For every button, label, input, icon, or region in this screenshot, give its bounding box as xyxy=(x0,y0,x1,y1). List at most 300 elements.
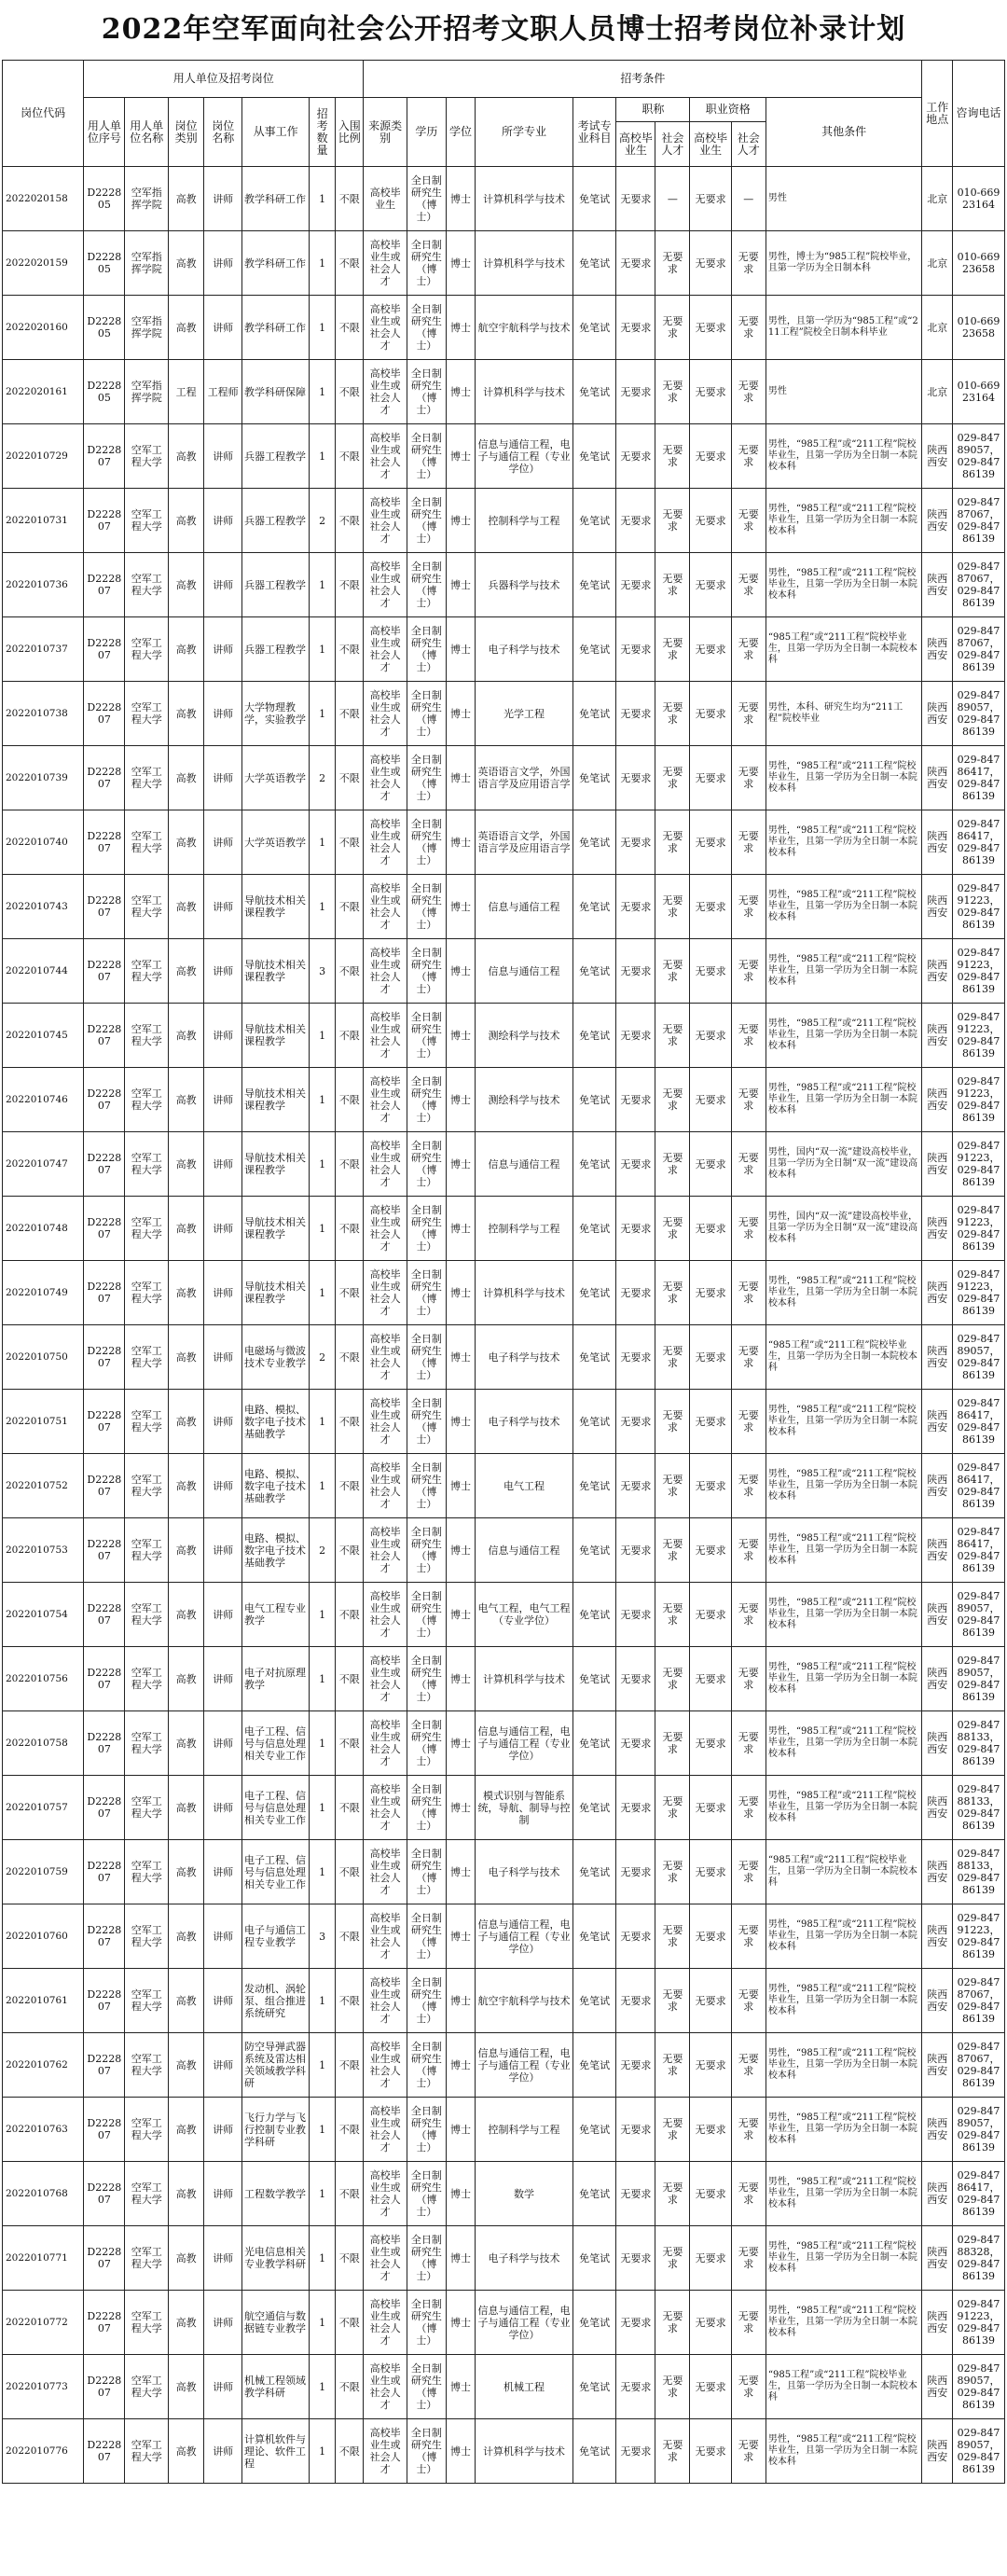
cell-count: 1 xyxy=(310,617,336,682)
cell-phone: 029-84788328，029-84786139 xyxy=(953,2226,1005,2291)
cell-major: 计算机科学与技术 xyxy=(476,231,573,296)
cell-location: 陕西西安 xyxy=(922,1904,953,1969)
cell-work: 教学科研工作 xyxy=(242,231,310,296)
cell-qual-social: 无要求 xyxy=(731,1004,766,1068)
cell-unit-name: 空军工程大学 xyxy=(125,2033,169,2098)
cell-work: 电子工程、信号与信息处理相关专业工作 xyxy=(242,1711,310,1776)
cell-education: 全日制研究生（博士） xyxy=(407,1325,446,1390)
cell-qual-social: 无要求 xyxy=(731,1583,766,1647)
cell-qual-social: 无要求 xyxy=(731,1969,766,2033)
cell-phone: 029-84791223，029-84786139 xyxy=(953,1132,1005,1197)
cell-degree: 博士 xyxy=(446,2355,475,2419)
header-unit-code: 用人单位序号 xyxy=(84,98,125,167)
cell-title-school: 无要求 xyxy=(616,424,655,489)
cell-phone: 029-84791223，029-84786139 xyxy=(953,2291,1005,2355)
cell-unit-name: 空军指挥学院 xyxy=(125,167,169,231)
cell-major: 模式识别与智能系统，导航、制导与控制 xyxy=(476,1776,573,1840)
cell-degree: 博士 xyxy=(446,167,475,231)
cell-qual-social: 无要求 xyxy=(731,2098,766,2162)
cell-unit-name: 空军工程大学 xyxy=(125,1518,169,1583)
cell-location: 陕西西安 xyxy=(922,1518,953,1583)
cell-other: 男性，国内“双一流”建设高校毕业，且第一学历为全日制“双一流”建设高校本科 xyxy=(766,1197,922,1261)
cell-ratio: 不限 xyxy=(336,2291,364,2355)
cell-phone: 029-84789057，029-84786139 xyxy=(953,2098,1005,2162)
cell-education: 全日制研究生（博士） xyxy=(407,1969,446,2033)
cell-post-category: 高教 xyxy=(168,1969,203,2033)
cell-degree: 博士 xyxy=(446,2098,475,2162)
cell-title-social: 无要求 xyxy=(655,1261,690,1325)
cell-source: 高校毕业生或社会人才 xyxy=(364,2098,407,2162)
cell-post-category: 高教 xyxy=(168,1390,203,1454)
cell-phone: 029-84786417，029-84786139 xyxy=(953,810,1005,875)
cell-unit-name: 空军工程大学 xyxy=(125,1840,169,1904)
cell-qual-school: 无要求 xyxy=(690,1454,731,1518)
cell-other: 男性，“985工程”或“211工程”院校毕业生，且第一学历为全日制一本院校本科 xyxy=(766,424,922,489)
cell-major: 信息与通信工程，电子与通信工程（专业学位） xyxy=(476,424,573,489)
cell-location: 陕西西安 xyxy=(922,2355,953,2419)
cell-ratio: 不限 xyxy=(336,1969,364,2033)
cell-location: 陕西西安 xyxy=(922,1197,953,1261)
header-count: 招考数量 xyxy=(310,98,336,167)
cell-qual-school: 无要求 xyxy=(690,296,731,360)
cell-post-name: 讲师 xyxy=(204,1583,242,1647)
cell-source: 高校毕业生或社会人才 xyxy=(364,1904,407,1969)
cell-post-name: 讲师 xyxy=(204,939,242,1004)
cell-post-code: 2022010749 xyxy=(3,1261,84,1325)
cell-unit-name: 空军工程大学 xyxy=(125,810,169,875)
cell-count: 1 xyxy=(310,810,336,875)
cell-major: 电气工程，电气工程（专业学位） xyxy=(476,1583,573,1647)
cell-post-name: 讲师 xyxy=(204,1004,242,1068)
cell-exam: 免笔试 xyxy=(572,167,616,231)
cell-qual-school: 无要求 xyxy=(690,424,731,489)
cell-education: 全日制研究生（博士） xyxy=(407,553,446,617)
cell-unit-name: 空军工程大学 xyxy=(125,1776,169,1840)
table-row xyxy=(3,2033,1005,2098)
cell-qual-social: 无要求 xyxy=(731,746,766,810)
cell-major: 控制科学与工程 xyxy=(476,1197,573,1261)
cell-location: 北京 xyxy=(922,296,953,360)
header-source: 来源类别 xyxy=(364,98,407,167)
cell-title-social: 无要求 xyxy=(655,1197,690,1261)
cell-major: 信息与通信工程 xyxy=(476,1518,573,1583)
cell-major: 信息与通信工程 xyxy=(476,939,573,1004)
cell-unit-name: 空军指挥学院 xyxy=(125,231,169,296)
cell-work: 电子工程、信号与信息处理相关专业工作 xyxy=(242,1776,310,1840)
cell-qual-social: 无要求 xyxy=(731,1904,766,1969)
cell-exam: 免笔试 xyxy=(572,682,616,746)
cell-education: 全日制研究生（博士） xyxy=(407,2291,446,2355)
cell-unit-name: 空军工程大学 xyxy=(125,2291,169,2355)
cell-degree: 博士 xyxy=(446,1583,475,1647)
table-row xyxy=(3,360,1005,424)
cell-unit-name: 空军工程大学 xyxy=(125,2098,169,2162)
cell-title-social: 无要求 xyxy=(655,2033,690,2098)
cell-qual-social: 无要求 xyxy=(731,2355,766,2419)
cell-other: 男性，博士为“985工程”院校毕业，且第一学历为全日制本科 xyxy=(766,231,922,296)
cell-unit-name: 空军工程大学 xyxy=(125,1261,169,1325)
cell-unit-code: D222807 xyxy=(84,2098,125,2162)
cell-unit-code: D222807 xyxy=(84,1647,125,1711)
header-conditions-group: 招考条件 xyxy=(364,61,922,98)
cell-post-category: 高教 xyxy=(168,167,203,231)
cell-count: 1 xyxy=(310,2098,336,2162)
cell-qual-social: 无要求 xyxy=(731,231,766,296)
cell-source: 高校毕业生或社会人才 xyxy=(364,2162,407,2226)
cell-title-social: 无要求 xyxy=(655,424,690,489)
cell-unit-code: D222807 xyxy=(84,617,125,682)
cell-other: 男性，“985工程”或“211工程”院校毕业生，且第一学历为全日制一本院校本科 xyxy=(766,1776,922,1840)
cell-post-code: 2022010754 xyxy=(3,1583,84,1647)
cell-work: 兵器工程教学 xyxy=(242,553,310,617)
cell-degree: 博士 xyxy=(446,553,475,617)
cell-post-name: 工程师 xyxy=(204,360,242,424)
cell-exam: 免笔试 xyxy=(572,1518,616,1583)
cell-qual-school: 无要求 xyxy=(690,1904,731,1969)
cell-work: 教学科研工作 xyxy=(242,296,310,360)
cell-source: 高校毕业生或社会人才 xyxy=(364,1711,407,1776)
cell-qual-school: 无要求 xyxy=(690,617,731,682)
cell-post-code: 2022010745 xyxy=(3,1004,84,1068)
cell-other: 男性，本科、研究生均为“211工程”院校毕业 xyxy=(766,682,922,746)
cell-major: 航空宇航科学与技术 xyxy=(476,1969,573,2033)
cell-education: 全日制研究生（博士） xyxy=(407,1454,446,1518)
cell-education: 全日制研究生（博士） xyxy=(407,489,446,553)
cell-other: 男性，“985工程”或“211工程”院校毕业生，且第一学历为全日制一本院校本科 xyxy=(766,939,922,1004)
cell-qual-school: 无要求 xyxy=(690,1325,731,1390)
cell-work: 光电信息相关专业教学科研 xyxy=(242,2226,310,2291)
cell-post-code: 2022010758 xyxy=(3,1711,84,1776)
cell-phone: 029-84788133，029-84786139 xyxy=(953,1840,1005,1904)
cell-source: 高校毕业生或社会人才 xyxy=(364,553,407,617)
cell-degree: 博士 xyxy=(446,489,475,553)
cell-degree: 博士 xyxy=(446,1261,475,1325)
cell-ratio: 不限 xyxy=(336,1711,364,1776)
cell-post-code: 2022010773 xyxy=(3,2355,84,2419)
cell-post-category: 高教 xyxy=(168,2419,203,2484)
cell-other: 男性，“985工程”或“211工程”院校毕业生，且第一学历为全日制一本院校本科 xyxy=(766,2226,922,2291)
cell-qual-social: 无要求 xyxy=(731,810,766,875)
cell-major: 信息与通信工程，电子与通信工程（专业学位） xyxy=(476,1904,573,1969)
cell-post-category: 高教 xyxy=(168,810,203,875)
cell-location: 陕西西安 xyxy=(922,2419,953,2484)
cell-qual-social: 无要求 xyxy=(731,1325,766,1390)
cell-ratio: 不限 xyxy=(336,2098,364,2162)
cell-title-school: 无要求 xyxy=(616,360,655,424)
cell-education: 全日制研究生（博士） xyxy=(407,231,446,296)
cell-source: 高校毕业生或社会人才 xyxy=(364,1004,407,1068)
cell-qual-school: 无要求 xyxy=(690,167,731,231)
cell-work: 电子工程、信号与信息处理相关专业工作 xyxy=(242,1840,310,1904)
cell-work: 防空导弹武器系统及雷达相关领域教学科研 xyxy=(242,2033,310,2098)
cell-exam: 免笔试 xyxy=(572,810,616,875)
cell-title-social: 无要求 xyxy=(655,1904,690,1969)
cell-education: 全日制研究生（博士） xyxy=(407,746,446,810)
cell-post-category: 高教 xyxy=(168,2098,203,2162)
cell-qual-social: 无要求 xyxy=(731,1390,766,1454)
cell-post-name: 讲师 xyxy=(204,2226,242,2291)
cell-source: 高校毕业生或社会人才 xyxy=(364,939,407,1004)
cell-other: 男性，“985工程”或“211工程”院校毕业生，且第一学历为全日制一本院校本科 xyxy=(766,746,922,810)
table-row xyxy=(3,1840,1005,1904)
cell-degree: 博士 xyxy=(446,1197,475,1261)
cell-other: 男性，“985工程”或“211工程”院校毕业生，且第一学历为全日制一本院校本科 xyxy=(766,2033,922,2098)
cell-location: 陕西西安 xyxy=(922,2098,953,2162)
cell-title-school: 无要求 xyxy=(616,1068,655,1132)
cell-ratio: 不限 xyxy=(336,939,364,1004)
table-row xyxy=(3,2291,1005,2355)
cell-phone: 029-84786417，029-84786139 xyxy=(953,2162,1005,2226)
cell-count: 1 xyxy=(310,2419,336,2484)
cell-count: 1 xyxy=(310,2226,336,2291)
cell-ratio: 不限 xyxy=(336,2355,364,2419)
cell-count: 1 xyxy=(310,1261,336,1325)
cell-qual-school: 无要求 xyxy=(690,2291,731,2355)
header-phone: 咨询电话 xyxy=(953,61,1005,167)
cell-phone: 010-66923658 xyxy=(953,296,1005,360)
cell-title-school: 无要求 xyxy=(616,746,655,810)
cell-count: 1 xyxy=(310,360,336,424)
cell-degree: 博士 xyxy=(446,810,475,875)
cell-source: 高校毕业生或社会人才 xyxy=(364,1583,407,1647)
cell-post-name: 讲师 xyxy=(204,1454,242,1518)
cell-exam: 免笔试 xyxy=(572,1776,616,1840)
cell-other: 男性，“985工程”或“211工程”院校毕业生，且第一学历为全日制一本院校本科 xyxy=(766,875,922,939)
table-row xyxy=(3,424,1005,489)
cell-unit-code: D222807 xyxy=(84,939,125,1004)
cell-education: 全日制研究生（博士） xyxy=(407,1840,446,1904)
cell-degree: 博士 xyxy=(446,1132,475,1197)
cell-qual-social: 无要求 xyxy=(731,1454,766,1518)
cell-count: 2 xyxy=(310,1325,336,1390)
cell-ratio: 不限 xyxy=(336,1325,364,1390)
cell-qual-social: — xyxy=(731,167,766,231)
cell-location: 陕西西安 xyxy=(922,939,953,1004)
cell-degree: 博士 xyxy=(446,939,475,1004)
cell-unit-name: 空军工程大学 xyxy=(125,617,169,682)
table-row xyxy=(3,231,1005,296)
cell-phone: 029-84791223，029-84786139 xyxy=(953,1068,1005,1132)
cell-ratio: 不限 xyxy=(336,231,364,296)
cell-degree: 博士 xyxy=(446,875,475,939)
cell-unit-code: D222807 xyxy=(84,1132,125,1197)
cell-qual-social: 无要求 xyxy=(731,489,766,553)
cell-ratio: 不限 xyxy=(336,875,364,939)
cell-unit-name: 空军工程大学 xyxy=(125,746,169,810)
cell-location: 陕西西安 xyxy=(922,875,953,939)
cell-qual-school: 无要求 xyxy=(690,1776,731,1840)
header-exam: 考试专业科目 xyxy=(572,98,616,167)
cell-title-social: 无要求 xyxy=(655,1068,690,1132)
cell-other: 男性，“985工程”或“211工程”院校毕业生，且第一学历为全日制一本院校本科 xyxy=(766,553,922,617)
cell-source: 高校毕业生或社会人才 xyxy=(364,682,407,746)
header-post-name: 岗位名称 xyxy=(204,98,242,167)
cell-title-school: 无要求 xyxy=(616,1325,655,1390)
cell-work: 兵器工程教学 xyxy=(242,489,310,553)
cell-post-category: 高教 xyxy=(168,1325,203,1390)
table-row xyxy=(3,1518,1005,1583)
cell-education: 全日制研究生（博士） xyxy=(407,810,446,875)
cell-count: 1 xyxy=(310,2033,336,2098)
cell-exam: 免笔试 xyxy=(572,939,616,1004)
cell-exam: 免笔试 xyxy=(572,424,616,489)
cell-unit-name: 空军工程大学 xyxy=(125,1390,169,1454)
table-row xyxy=(3,1132,1005,1197)
cell-title-social: 无要求 xyxy=(655,682,690,746)
cell-post-name: 讲师 xyxy=(204,1197,242,1261)
cell-post-name: 讲师 xyxy=(204,1518,242,1583)
cell-title-school: 无要求 xyxy=(616,1711,655,1776)
cell-ratio: 不限 xyxy=(336,360,364,424)
cell-post-code: 2022010744 xyxy=(3,939,84,1004)
cell-education: 全日制研究生（博士） xyxy=(407,1132,446,1197)
cell-exam: 免笔试 xyxy=(572,1197,616,1261)
cell-major: 兵器科学与技术 xyxy=(476,553,573,617)
cell-qual-school: 无要求 xyxy=(690,1132,731,1197)
cell-post-name: 讲师 xyxy=(204,553,242,617)
cell-title-social: 无要求 xyxy=(655,1390,690,1454)
cell-phone: 029-84789057，029-84786139 xyxy=(953,2355,1005,2419)
cell-phone: 029-84791223，029-84786139 xyxy=(953,1004,1005,1068)
header-qualification-group: 职业资格 xyxy=(690,98,766,122)
cell-work: 导航技术相关课程教学 xyxy=(242,1132,310,1197)
cell-source: 高校毕业生或社会人才 xyxy=(364,746,407,810)
cell-phone: 029-84791223，029-84786139 xyxy=(953,1261,1005,1325)
cell-education: 全日制研究生（博士） xyxy=(407,2098,446,2162)
cell-ratio: 不限 xyxy=(336,2162,364,2226)
cell-education: 全日制研究生（博士） xyxy=(407,1518,446,1583)
table-row xyxy=(3,810,1005,875)
cell-location: 陕西西安 xyxy=(922,553,953,617)
cell-phone: 029-84791223，029-84786139 xyxy=(953,939,1005,1004)
cell-title-social: 无要求 xyxy=(655,1776,690,1840)
table-row xyxy=(3,1711,1005,1776)
cell-title-social: 无要求 xyxy=(655,1518,690,1583)
cell-exam: 免笔试 xyxy=(572,1711,616,1776)
cell-unit-code: D222807 xyxy=(84,1325,125,1390)
cell-post-category: 高教 xyxy=(168,489,203,553)
cell-other: 男性，“985工程”或“211工程”院校毕业生，且第一学历为全日制一本院校本科 xyxy=(766,1261,922,1325)
cell-other: 男性，“985工程”或“211工程”院校毕业生，且第一学历为全日制一本院校本科 xyxy=(766,2162,922,2226)
table-row xyxy=(3,939,1005,1004)
cell-ratio: 不限 xyxy=(336,1132,364,1197)
cell-qual-social: 无要求 xyxy=(731,1132,766,1197)
cell-title-social: 无要求 xyxy=(655,1004,690,1068)
table-row xyxy=(3,2162,1005,2226)
cell-phone: 029-84789057，029-84786139 xyxy=(953,424,1005,489)
cell-exam: 免笔试 xyxy=(572,231,616,296)
cell-title-school: 无要求 xyxy=(616,1583,655,1647)
cell-exam: 免笔试 xyxy=(572,2098,616,2162)
cell-qual-school: 无要求 xyxy=(690,2419,731,2484)
cell-qual-school: 无要求 xyxy=(690,682,731,746)
cell-ratio: 不限 xyxy=(336,1904,364,1969)
cell-title-social: 无要求 xyxy=(655,617,690,682)
cell-qual-social: 无要求 xyxy=(731,1711,766,1776)
cell-education: 全日制研究生（博士） xyxy=(407,296,446,360)
cell-location: 陕西西安 xyxy=(922,810,953,875)
header-unit-name: 用人单位名称 xyxy=(125,98,169,167)
cell-unit-code: D222807 xyxy=(84,1197,125,1261)
cell-unit-code: D222807 xyxy=(84,1068,125,1132)
cell-ratio: 不限 xyxy=(336,1583,364,1647)
cell-post-name: 讲师 xyxy=(204,2033,242,2098)
table-row xyxy=(3,2098,1005,2162)
cell-post-category: 高教 xyxy=(168,553,203,617)
cell-major: 计算机科学与技术 xyxy=(476,360,573,424)
cell-title-social: 无要求 xyxy=(655,810,690,875)
cell-source: 高校毕业生或社会人才 xyxy=(364,1454,407,1518)
cell-major: 控制科学与工程 xyxy=(476,2098,573,2162)
cell-work: 导航技术相关课程教学 xyxy=(242,1261,310,1325)
cell-post-code: 2022010760 xyxy=(3,1904,84,1969)
cell-unit-code: D222807 xyxy=(84,810,125,875)
table-row xyxy=(3,167,1005,231)
cell-work: 电子对抗原理教学 xyxy=(242,1647,310,1711)
cell-exam: 免笔试 xyxy=(572,2033,616,2098)
cell-work: 发动机、涡轮泵、组合推进系统研究 xyxy=(242,1969,310,2033)
cell-work: 教学科研工作 xyxy=(242,167,310,231)
cell-post-code: 2022010736 xyxy=(3,553,84,617)
cell-major: 信息与通信工程，电子与通信工程（专业学位） xyxy=(476,1711,573,1776)
cell-title-social: — xyxy=(655,167,690,231)
cell-source: 高校毕业生或社会人才 xyxy=(364,2226,407,2291)
cell-post-category: 高教 xyxy=(168,1904,203,1969)
cell-source: 高校毕业生或社会人才 xyxy=(364,2033,407,2098)
cell-unit-code: D222805 xyxy=(84,296,125,360)
cell-other: “985工程”或“211工程”院校毕业生，且第一学历为全日制一本院校本科 xyxy=(766,1325,922,1390)
cell-post-category: 高教 xyxy=(168,1261,203,1325)
cell-count: 3 xyxy=(310,939,336,1004)
cell-other: 男性，“985工程”或“211工程”院校毕业生，且第一学历为全日制一本院校本科 xyxy=(766,489,922,553)
cell-unit-name: 空军工程大学 xyxy=(125,1004,169,1068)
cell-exam: 免笔试 xyxy=(572,489,616,553)
cell-exam: 免笔试 xyxy=(572,1840,616,1904)
cell-post-category: 高教 xyxy=(168,1132,203,1197)
table-body xyxy=(3,167,1005,2484)
cell-work: 大学英语教学 xyxy=(242,746,310,810)
cell-education: 全日制研究生（博士） xyxy=(407,1068,446,1132)
cell-degree: 博士 xyxy=(446,1647,475,1711)
cell-source: 高校毕业生或社会人才 xyxy=(364,1840,407,1904)
cell-location: 陕西西安 xyxy=(922,1004,953,1068)
table-row xyxy=(3,2226,1005,2291)
cell-unit-code: D222807 xyxy=(84,1004,125,1068)
cell-title-school: 无要求 xyxy=(616,231,655,296)
cell-location: 陕西西安 xyxy=(922,1711,953,1776)
cell-degree: 博士 xyxy=(446,1904,475,1969)
cell-post-code: 2022010771 xyxy=(3,2226,84,2291)
cell-location: 陕西西安 xyxy=(922,1776,953,1840)
cell-unit-code: D222807 xyxy=(84,1583,125,1647)
cell-title-social: 无要求 xyxy=(655,360,690,424)
cell-post-name: 讲师 xyxy=(204,296,242,360)
cell-major: 英语语言文学，外国语言学及应用语言学 xyxy=(476,746,573,810)
cell-title-social: 无要求 xyxy=(655,2226,690,2291)
cell-major: 数学 xyxy=(476,2162,573,2226)
cell-post-category: 高教 xyxy=(168,1454,203,1518)
cell-ratio: 不限 xyxy=(336,810,364,875)
cell-qual-school: 无要求 xyxy=(690,2098,731,2162)
cell-phone: 029-84787067，029-84786139 xyxy=(953,553,1005,617)
cell-degree: 博士 xyxy=(446,1325,475,1390)
cell-ratio: 不限 xyxy=(336,1004,364,1068)
cell-title-school: 无要求 xyxy=(616,2419,655,2484)
cell-post-code: 2022010743 xyxy=(3,875,84,939)
cell-post-code: 2022010729 xyxy=(3,424,84,489)
cell-post-code: 2022010752 xyxy=(3,1454,84,1518)
cell-location: 陕西西安 xyxy=(922,2033,953,2098)
